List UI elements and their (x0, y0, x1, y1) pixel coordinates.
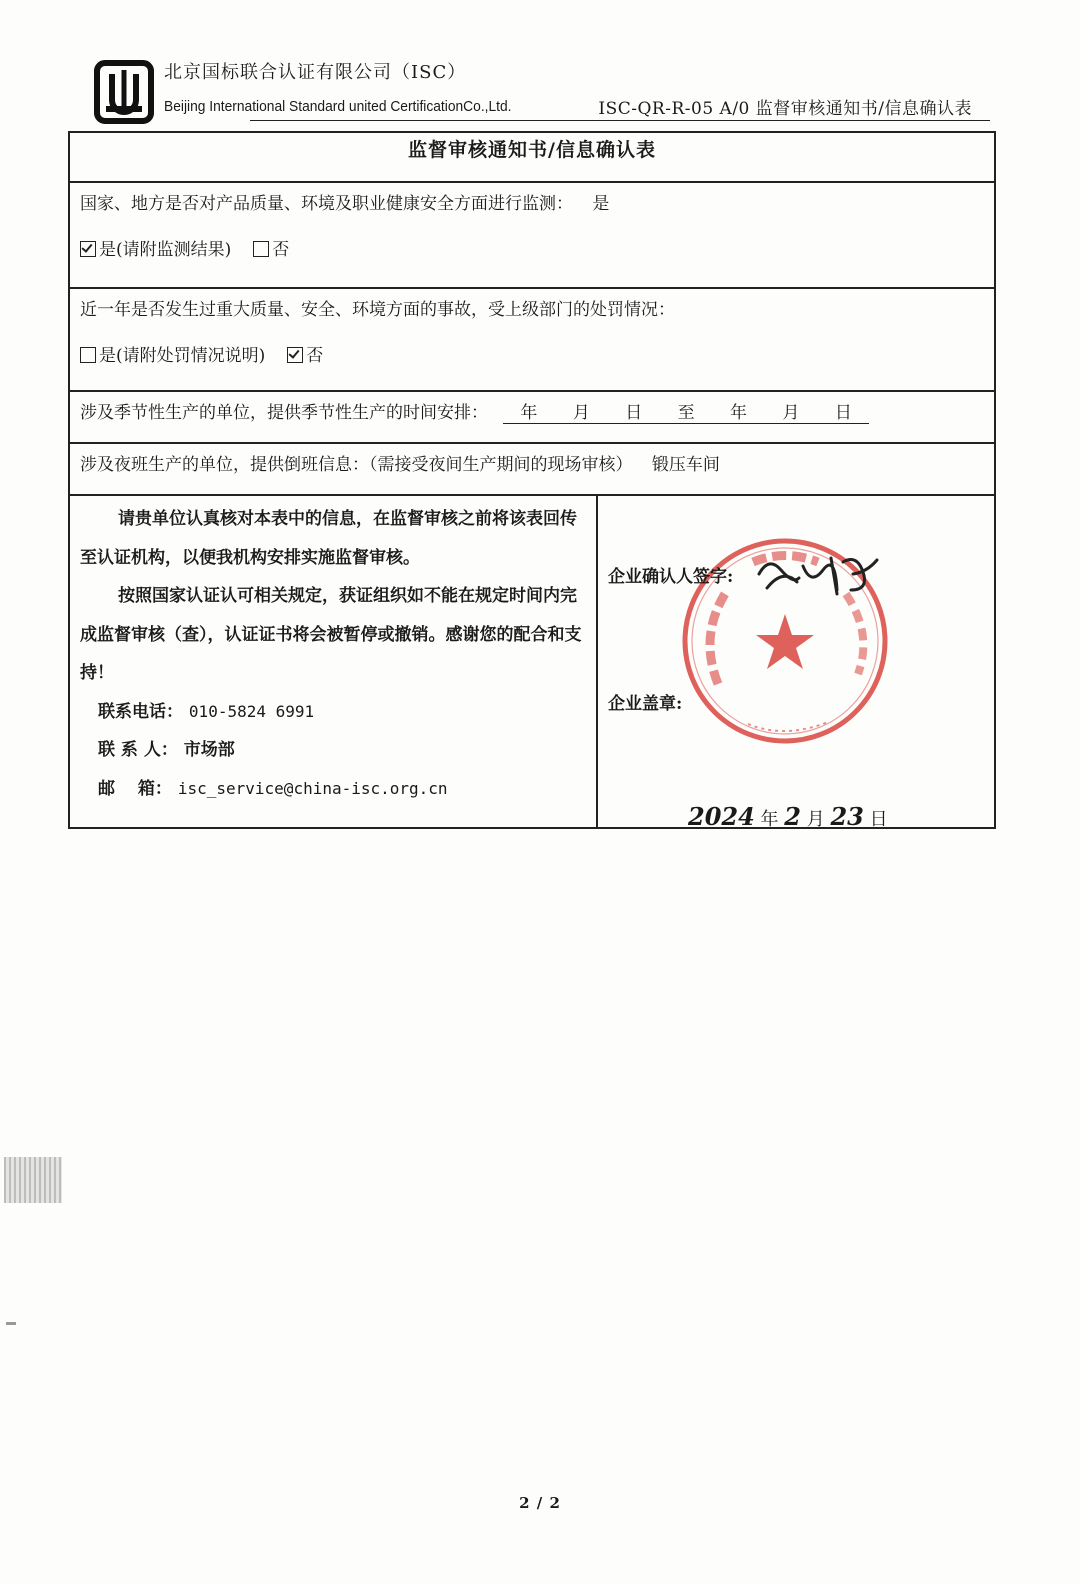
start-month-char: 月 (572, 403, 590, 423)
checkbox-checked-icon[interactable] (287, 347, 303, 363)
sign-date (688, 802, 888, 831)
scan-speck (6, 1322, 16, 1325)
email-value: isc_service@china-isc.org.cn (177, 778, 448, 798)
company-name-cn: 北京国标联合认证有限公司（ISC） (164, 62, 467, 83)
page-number: 2 / 2 (519, 1494, 561, 1512)
sign-date-year: 2024 (688, 802, 755, 831)
sign-date-day: 23 (830, 802, 864, 831)
accident-option-no[interactable] (287, 341, 323, 366)
checkbox-unchecked-icon[interactable] (80, 347, 96, 363)
checkbox-unchecked-icon[interactable] (253, 241, 269, 257)
email-label: 邮 箱： (98, 778, 172, 799)
accident-option-yes[interactable] (80, 341, 265, 366)
handwritten-signature-icon (753, 544, 883, 604)
seasonal-section (70, 392, 994, 444)
checkbox-checked-icon[interactable] (80, 241, 96, 257)
isc-logo-icon (94, 60, 154, 124)
signature-label: 企业确认人签字: (608, 567, 734, 587)
end-year-char: 年 (730, 403, 748, 423)
contact-value: 市场部 (183, 740, 235, 760)
night-shift-section (70, 444, 994, 496)
monitoring-section (70, 183, 994, 289)
monitoring-options (80, 235, 311, 260)
start-year-char: 年 (520, 403, 538, 423)
night-shift-question: 涉及夜班生产的单位，提供倒班信息：（需接受夜间生产期间的现场审核） (80, 455, 633, 475)
monitoring-answer: 是 (592, 194, 610, 214)
header-divider (250, 120, 990, 121)
end-day-char: 日 (834, 403, 852, 423)
start-day-char: 日 (625, 403, 643, 423)
seasonal-date-range-field[interactable] (503, 398, 868, 424)
confirmation-form (68, 131, 996, 829)
monitoring-option-yes[interactable] (80, 235, 231, 260)
confirm-panel (598, 496, 994, 831)
contact-line (80, 731, 588, 770)
accident-options (80, 341, 345, 366)
form-title: 监督审核通知书/信息确认表 (70, 133, 994, 183)
accident-option-no-label: 否 (306, 346, 324, 366)
accident-option-yes-label: 是(请附处罚情况说明) (99, 346, 266, 366)
end-month-char: 月 (782, 403, 800, 423)
to-char: 至 (677, 403, 695, 423)
monitoring-option-yes-label: 是(请附监测结果) (99, 240, 232, 260)
seasonal-line (80, 398, 869, 424)
monitoring-option-no-label: 否 (272, 240, 290, 260)
day-char: 日 (869, 809, 888, 830)
accident-question: 近一年是否发生过重大质量、安全、环境方面的事故，受上级部门的处罚情况： (80, 300, 675, 320)
contact-label: 联 系 人： (98, 740, 178, 760)
document-code: ISC-QR-R-05 A/0 监督审核通知书/信息确认表 (598, 99, 972, 119)
letterhead (90, 52, 990, 124)
night-shift-answer: 锻压车间 (651, 455, 720, 475)
monitoring-question-line (80, 189, 609, 214)
sign-date-month: 2 (784, 802, 801, 831)
notice-and-confirm-section (70, 496, 994, 831)
scan-smudge (4, 1157, 62, 1203)
monitoring-question: 国家、地方是否对产品质量、环境及职业健康安全方面进行监测： (80, 194, 573, 214)
notice-paragraph-2: 按照国家认证认可相关规定，获证组织如不能在规定时间内完成监督审核（查），认证证书将会被暂停或撤销。感谢您的配合和支持！ (80, 586, 582, 683)
month-char: 月 (806, 809, 825, 830)
phone-label: 联系电话： (98, 701, 183, 722)
seal-label: 企业盖章: (608, 694, 683, 714)
notice-paragraph-1: 请贵单位认真核对本表中的信息，在监督审核之前将该表回传至认证机构，以便我机构安排实施监督审核。 (80, 509, 577, 568)
night-shift-line (80, 450, 720, 475)
notice-panel (70, 496, 598, 827)
phone-line (80, 693, 588, 732)
phone-value: 010-5824 6991 (188, 701, 315, 721)
seasonal-question: 涉及季节性生产的单位，提供季节性生产的时间安排： (80, 403, 488, 423)
email-line (80, 770, 588, 809)
year-char: 年 (760, 809, 779, 830)
monitoring-option-no[interactable] (253, 235, 289, 260)
company-name-en: Beijing International Standard united CertificationCo.,Ltd. (164, 98, 512, 115)
accident-section (70, 289, 994, 392)
